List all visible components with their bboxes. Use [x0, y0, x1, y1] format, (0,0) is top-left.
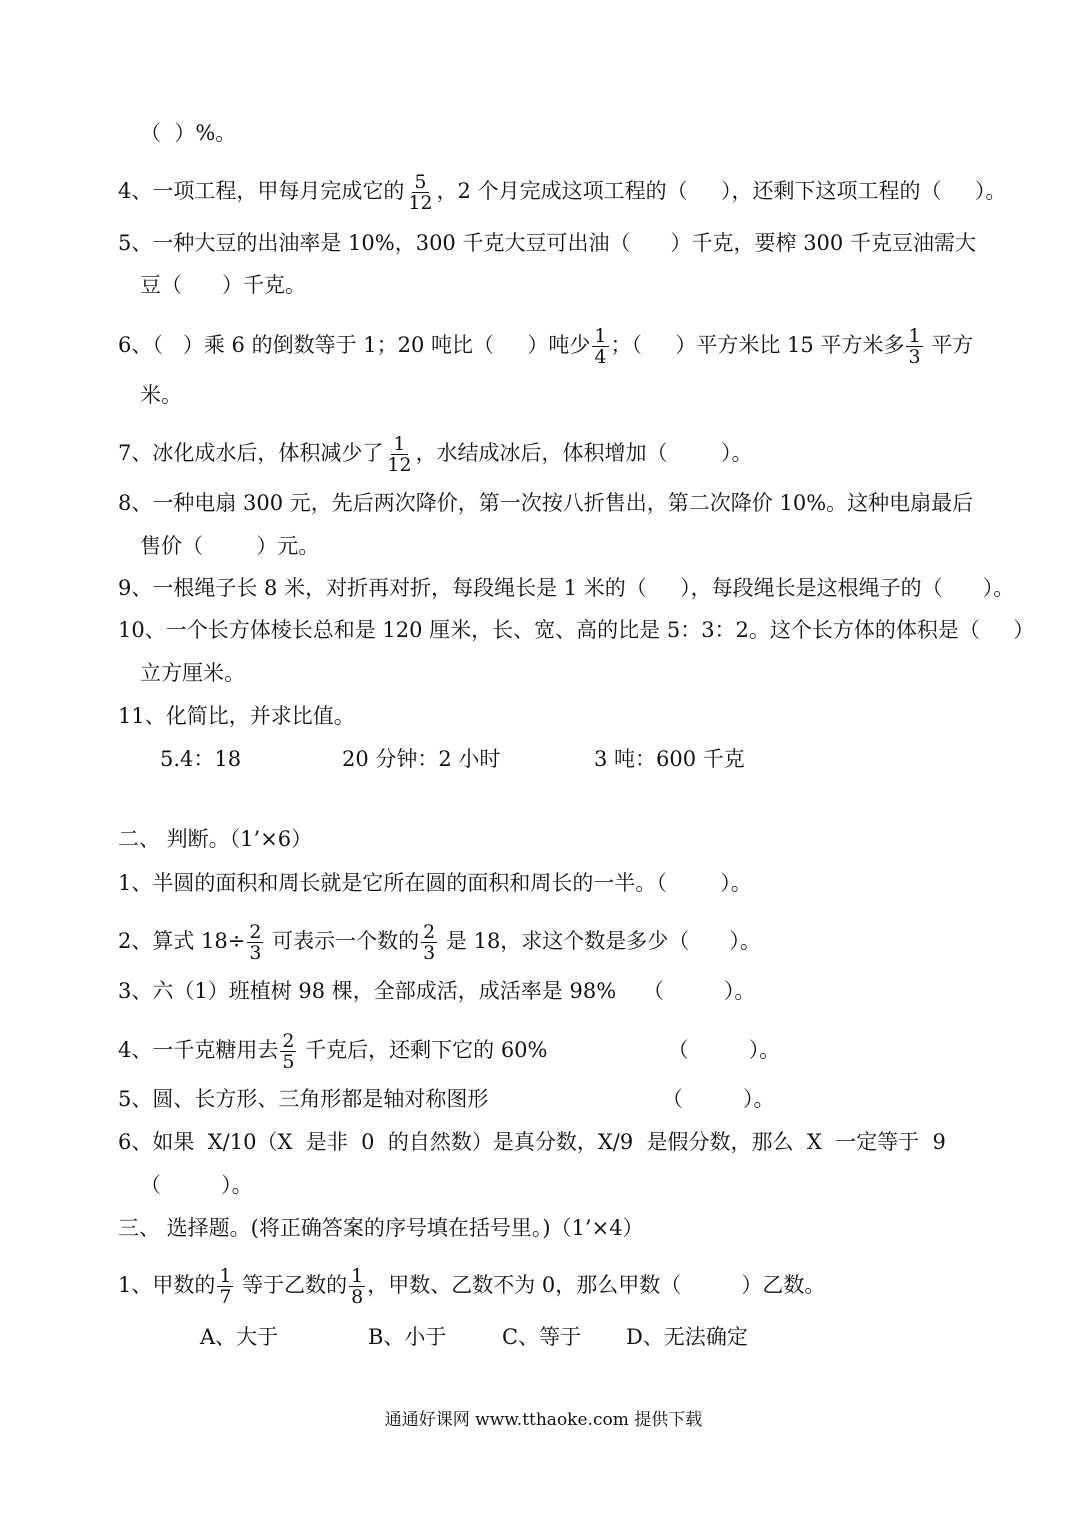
question-8-line1: 8、一种电扇 300 元，先后两次降价，第一次按八折售出，第二次降价 10%。这种电扇最后 — [118, 491, 974, 515]
question-4: 4、一项工程，甲每月完成它的 $\frac{5}{12}$ ，2 个月完成这项工程的（ ），还剩下这项工程的（ ）。 — [118, 171, 1007, 214]
question-5-line2: 豆（ ）千克。 — [140, 273, 307, 297]
question-6-line2: 米。 — [140, 383, 182, 407]
ratio-item-3: 3 吨：600 千克 — [594, 747, 745, 771]
option-b: B、小于 — [368, 1325, 447, 1349]
footer-credit: 通通好课网 www.tthaoke.com 提供下载 — [384, 1410, 703, 1430]
option-d: D、无法确定 — [626, 1325, 748, 1349]
ratio-item-2: 20 分钟：2 小时 — [342, 747, 501, 771]
question-10-line2: 立方厘米。 — [140, 661, 245, 685]
line-percent-blank: （ ）%。 — [140, 121, 237, 145]
judge-2: 2、算式 18÷ $\frac{2}{3}$ 可表示一个数的 $\frac{2}{3}$ 是 18，求这个数是多少（ ）。 — [118, 921, 761, 964]
fraction: $\frac{5}{12}$ — [408, 171, 433, 214]
fraction: $\frac{1}{12}$ — [387, 433, 412, 476]
option-c: C、等于 — [502, 1325, 582, 1349]
fraction: $\frac{1}{4}$ — [594, 325, 607, 368]
fraction: $\frac{2}{3}$ — [249, 921, 262, 964]
fraction: $\frac{1}{8}$ — [351, 1265, 364, 1308]
question-10-line1: 10、一个长方体棱长总和是 120 厘米，长、宽、高的比是 5：3：2。这个长方体的体积是（ ） — [118, 618, 1035, 642]
question-9: 9、一根绳子长 8 米，对折再对折，每段绳长是 1 米的（ ），每段绳长是这根绳子的（ ）。 — [118, 576, 1015, 600]
section-2-heading: 二、 判断。（1’×6） — [118, 827, 313, 851]
question-7: 7、冰化成水后，体积减少了 $\frac{1}{12}$ ，水结成冰后，体积增加（ ）。 — [118, 433, 753, 476]
fraction: $\frac{1}{3}$ — [908, 325, 921, 368]
fraction: $\frac{1}{7}$ — [219, 1265, 232, 1308]
question-6: 6、（ ）乘 6 的倒数等于 1；20 吨比（ ）吨少 $\frac{1}{4}$ ；（ ）平方米比 15 平方米多 $\frac{1}{3}$ 平方 — [118, 325, 974, 368]
judge-4: 4、一千克糖用去 $\frac{2}{5}$ 千克后，还剩下它的 60% （ ）。 — [118, 1030, 781, 1073]
question-11: 11、化简比，并求比值。 — [118, 704, 355, 728]
choice-1: 1、甲数的 $\frac{1}{7}$ 等于乙数的 $\frac{1}{8}$ ，甲数、乙数不为 0，那么甲数（ ）乙数。 — [118, 1265, 826, 1308]
option-a: A、大于 — [200, 1325, 279, 1349]
question-5-line1: 5、一种大豆的出油率是 10%，300 千克大豆可出油（ ）千克，要榨 300 千克豆油需大 — [118, 231, 976, 255]
judge-1: 1、半圆的面积和周长就是它所在圆的面积和周长的一半。（ ）。 — [118, 871, 752, 895]
judge-6-line2: （ ）。 — [140, 1173, 253, 1197]
ratio-item-1: 5.4：18 — [160, 747, 242, 771]
judge-5: 5、圆、长方形、三角形都是轴对称图形 （ ）。 — [118, 1087, 775, 1111]
question-8-line2: 售价（ ）元。 — [140, 534, 320, 558]
judge-3: 3、六（1）班植树 98 棵，全部成活，成活率是 98% （ ）。 — [118, 979, 756, 1003]
section-3-heading: 三、 选择题。(将正确答案的序号填在括号里。)（1’×4） — [118, 1216, 644, 1240]
fraction: $\frac{2}{5}$ — [282, 1030, 295, 1073]
judge-6-line1: 6、如果 X/10（X 是非 0 的自然数）是真分数，X/9 是假分数，那么 X 一定等于 9 — [118, 1130, 946, 1154]
fraction: $\frac{2}{3}$ — [423, 921, 436, 964]
